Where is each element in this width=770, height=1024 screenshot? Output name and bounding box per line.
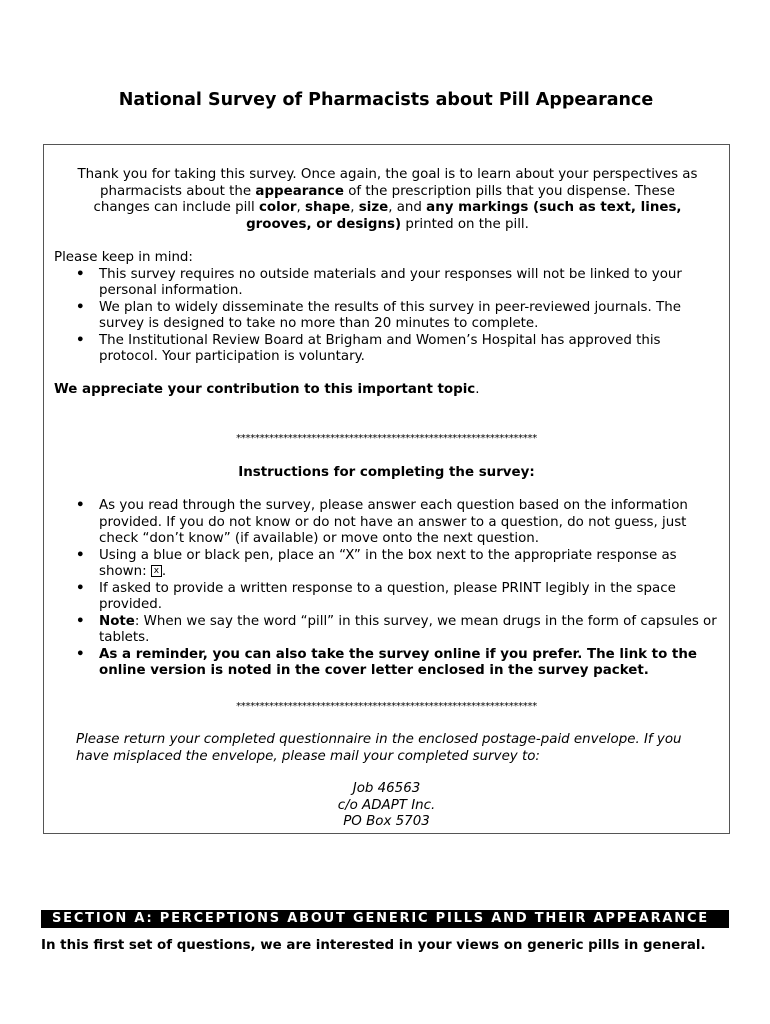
keep-in-mind-heading: Please keep in mind:	[54, 250, 193, 265]
section-a-intro: In this first set of questions, we are interested in your views on generic pills in general.	[41, 938, 706, 953]
list-item	[54, 647, 719, 680]
bullet-icon: •	[76, 266, 85, 282]
intro-text: ,	[296, 200, 306, 215]
intro-box	[43, 144, 730, 834]
list-item	[54, 581, 719, 614]
appreciation-end: .	[475, 382, 480, 397]
appreciation-note	[54, 382, 719, 399]
instructions-list	[54, 498, 719, 680]
survey-title: National Survey of Pharmacists about Pill Appearance	[118, 90, 654, 110]
list-item-end: .	[161, 564, 167, 579]
list-item-text: As you read through the survey, please answer each question based on the information provided. If you do not know or do not have an answer to a question, do not guess, just check “don’t know” (if available) or move onto the next question.	[99, 498, 688, 546]
bullet-icon: •	[76, 613, 85, 629]
list-item-text: This survey requires no outside materials and your responses will not be linked to your personal information.	[99, 266, 682, 298]
star-divider: ****************************************************************	[236, 701, 537, 712]
address-line: Job 46563	[352, 781, 421, 796]
address-line: PO Box 5703	[343, 814, 430, 829]
bullet-icon: •	[76, 580, 85, 596]
intro-text: printed on the pill.	[401, 216, 529, 232]
intro-text: ,	[350, 200, 359, 215]
intro-bold-markings: any markings (such as text, lines, grooves, or designs)	[246, 200, 682, 232]
address-line: c/o ADAPT Inc.	[337, 797, 436, 813]
mailing-address	[44, 781, 729, 831]
intro-text: Thank you for taking this survey. Once again, the goal is to learn about your perspectives as pharmacists about the	[77, 167, 698, 199]
intro-text: of the prescription pills that you dispense. These changes can include pill	[93, 183, 675, 215]
list-item-text: The Institutional Review Board at Brigham and Women’s Hospital has approved this protocol. Your participation is voluntary.	[99, 332, 661, 364]
list-item	[54, 267, 719, 300]
bullet-icon: •	[76, 547, 85, 563]
bullet-icon: •	[76, 498, 85, 513]
list-item-text: Using a blue or black pen, place an “X” in the box next to the appropriate response as shown:	[99, 547, 677, 579]
return-instructions: Please return your completed questionnaire in the enclosed postage-paid envelope. If you have misplaced the envelope, please mail your completed survey to:	[76, 732, 682, 764]
list-item-text: We plan to widely disseminate the results of this survey in peer-reviewed journals. The survey is designed to take no more than 20 minutes to complete.	[99, 299, 681, 331]
instructions-section	[54, 498, 719, 680]
list-item	[54, 300, 719, 333]
bullet-icon: •	[76, 299, 85, 315]
bullet-icon: •	[76, 646, 85, 662]
intro-text: , and	[388, 200, 427, 215]
list-item	[54, 498, 719, 548]
example-checkbox-icon: x	[151, 565, 162, 577]
appreciation-bold: We appreciate your contribution to this important topic	[54, 382, 476, 397]
intro-bold-appearance: appearance	[255, 183, 344, 199]
bullet-icon: •	[76, 332, 85, 348]
intro-paragraph	[74, 167, 701, 233]
online-reminder: As a reminder, you can also take the survey online if you prefer. The link to the online version is noted in the cover letter enclosed in the survey packet.	[99, 646, 697, 678]
section-a-header: SECTION A: PERCEPTIONS ABOUT GENERIC PILLS AND THEIR APPEARANCE	[41, 910, 729, 928]
intro-bold-color: color	[258, 200, 297, 215]
list-item-text: : When we say the word “pill” in this survey, we mean drugs in the form of capsules or tablets.	[99, 613, 717, 645]
star-divider: ****************************************************************	[236, 433, 537, 444]
keep-in-mind-list	[54, 267, 719, 366]
list-item	[54, 548, 719, 581]
list-item-text: If asked to provide a written response to a question, please PRINT legibly in the space provided.	[99, 580, 676, 612]
list-item	[54, 614, 719, 647]
instructions-heading: Instructions for completing the survey:	[238, 465, 535, 480]
keep-in-mind-section	[54, 250, 719, 366]
list-item	[54, 333, 719, 366]
intro-bold-shape: shape	[305, 200, 351, 215]
intro-bold-size: size	[358, 200, 389, 215]
note-label: Note	[99, 613, 135, 629]
